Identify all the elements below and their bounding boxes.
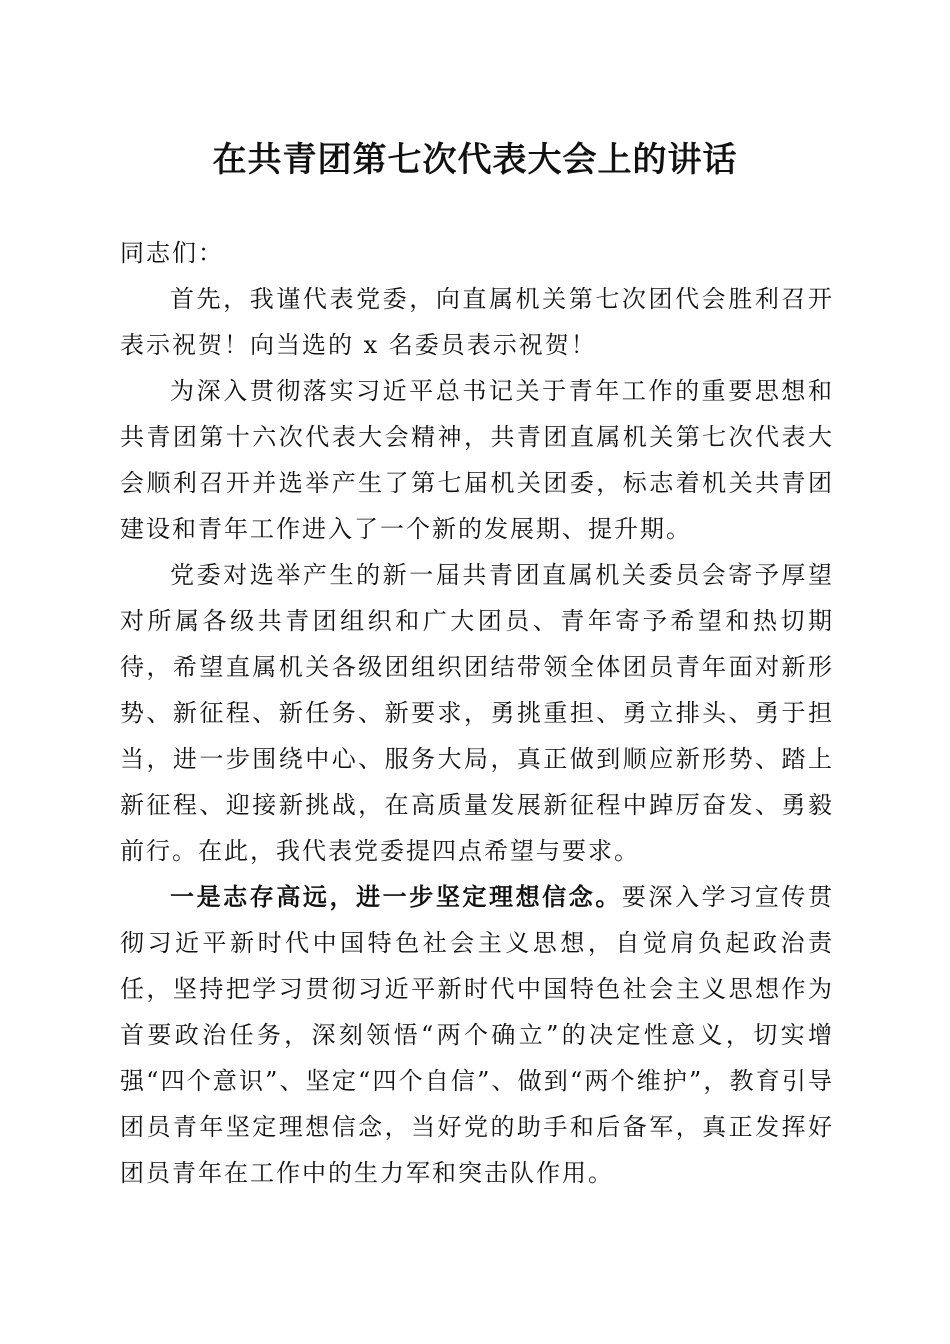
paragraph-expectations: 党委对选举产生的新一届共青团直属机关委员会寄予厚望对所属各级共青团组织和广大团员、青年寄予希望和热切期待，希望直属机关各级团组织团结带领全体团员青年面对新形势、新征程、新任务、新要求，勇挑重担、勇立排头、勇于担当，进一步围绕中心、服务大局，真正做到顺应新形势、踏上新征程、迎接新挑战，在高质量发展新征程中踔厉奋发、勇毅前行。在此，我代表党委提四点希望与要求。	[120, 561, 834, 865]
point-one-text: 要深入学习宣传贯彻习近平新时代中国特色社会主义思想，自觉肩负起政治责任，坚持把学习贯彻习近平新时代中国特色社会主义思想作为首要政治任务，深刻领悟“两个确立”的决定性意义，切实增强“四个意识”、坚定“四个自信”、做到“两个维护”，教育引导团员青年坚定理想信念，当好党的助手和后备军，真正发挥好团员青年在工作中的生力军和突击队作用。	[120, 883, 835, 1187]
paragraph-point-one	[120, 874, 834, 1196]
paragraph-background: 为深入贯彻落实习近平总书记关于青年工作的重要思想和共青团第十六次代表大会精神，共青团直属机关第七次代表大会顺利召开并选举产生了第七届机关团委，标志着机关共青团建设和青年工作进入了一个新的发展期、提升期。	[120, 377, 834, 543]
paragraph-congratulations: 首先，我谨代表党委，向直属机关第七次团代会胜利召开表示祝贺！向当选的 x 名委员表示祝贺！	[120, 285, 834, 359]
point-one-heading: 一是志存高远，进一步坚定理想信念。	[170, 882, 622, 911]
salutation: 同志们：	[120, 239, 224, 267]
document-body	[120, 230, 834, 1196]
document-title: 在共青团第七次代表大会上的讲话	[212, 140, 738, 180]
